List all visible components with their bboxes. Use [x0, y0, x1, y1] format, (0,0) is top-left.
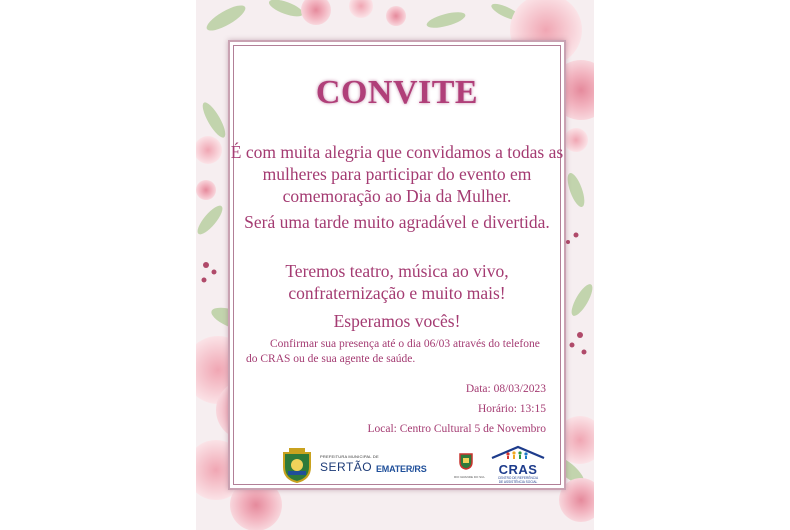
- sponsor-logos: [230, 446, 564, 486]
- government-logo: [454, 452, 486, 479]
- cras-subtitle-1: CENTRO DE REFERÊNCIA: [497, 476, 539, 480]
- prefeitura-label: PREFEITURA MUNICIPAL DE: [320, 454, 379, 459]
- invitation-message-2: Será uma tarde muito agradável e divertida.: [244, 212, 550, 232]
- emater-text: EMATER/RS: [376, 464, 427, 474]
- coat-of-arms-icon: [280, 447, 314, 483]
- event-time: Horário: 13:15: [477, 403, 546, 415]
- invitation-message-4: Esperamos vocês!: [333, 311, 461, 331]
- event-date: Data: 08/03/2023: [465, 383, 546, 395]
- invitation-message-1: É com muita alegria que convidamos a todas as mulheres para participar do evento em comemoração ao Dia da Mulher.: [230, 142, 564, 206]
- event-location: Local: Centro Cultural 5 de Novembro: [367, 423, 546, 435]
- prefeitura-sertao-text: [320, 454, 379, 474]
- cras-text: CRAS: [498, 462, 538, 477]
- emater-logo: [376, 459, 427, 477]
- house-roof-icon: [488, 445, 548, 459]
- prefeitura-sertao-logo: [280, 447, 314, 488]
- family-figures-icon: [506, 451, 527, 459]
- confirmation-note: Confirmar sua presença até o dia 06/03 através do telefone do CRAS ou de sua agente de saúde.: [246, 338, 540, 365]
- cras-subtitle-2: DE ASSISTÊNCIA SOCIAL: [498, 480, 538, 484]
- invitation-card: [228, 40, 566, 490]
- invitation-title: CONVITE: [315, 74, 479, 111]
- coat-of-arms-icon: [458, 452, 474, 470]
- invitation-message-3: Teremos teatro, música ao vivo, confraternização e muito mais!: [285, 261, 509, 303]
- government-text: RIO GRANDE DO SUL: [454, 475, 486, 479]
- prefeitura-name: SERTÃO: [320, 460, 373, 474]
- invitation-poster: [196, 0, 594, 530]
- cras-logo: [488, 445, 548, 484]
